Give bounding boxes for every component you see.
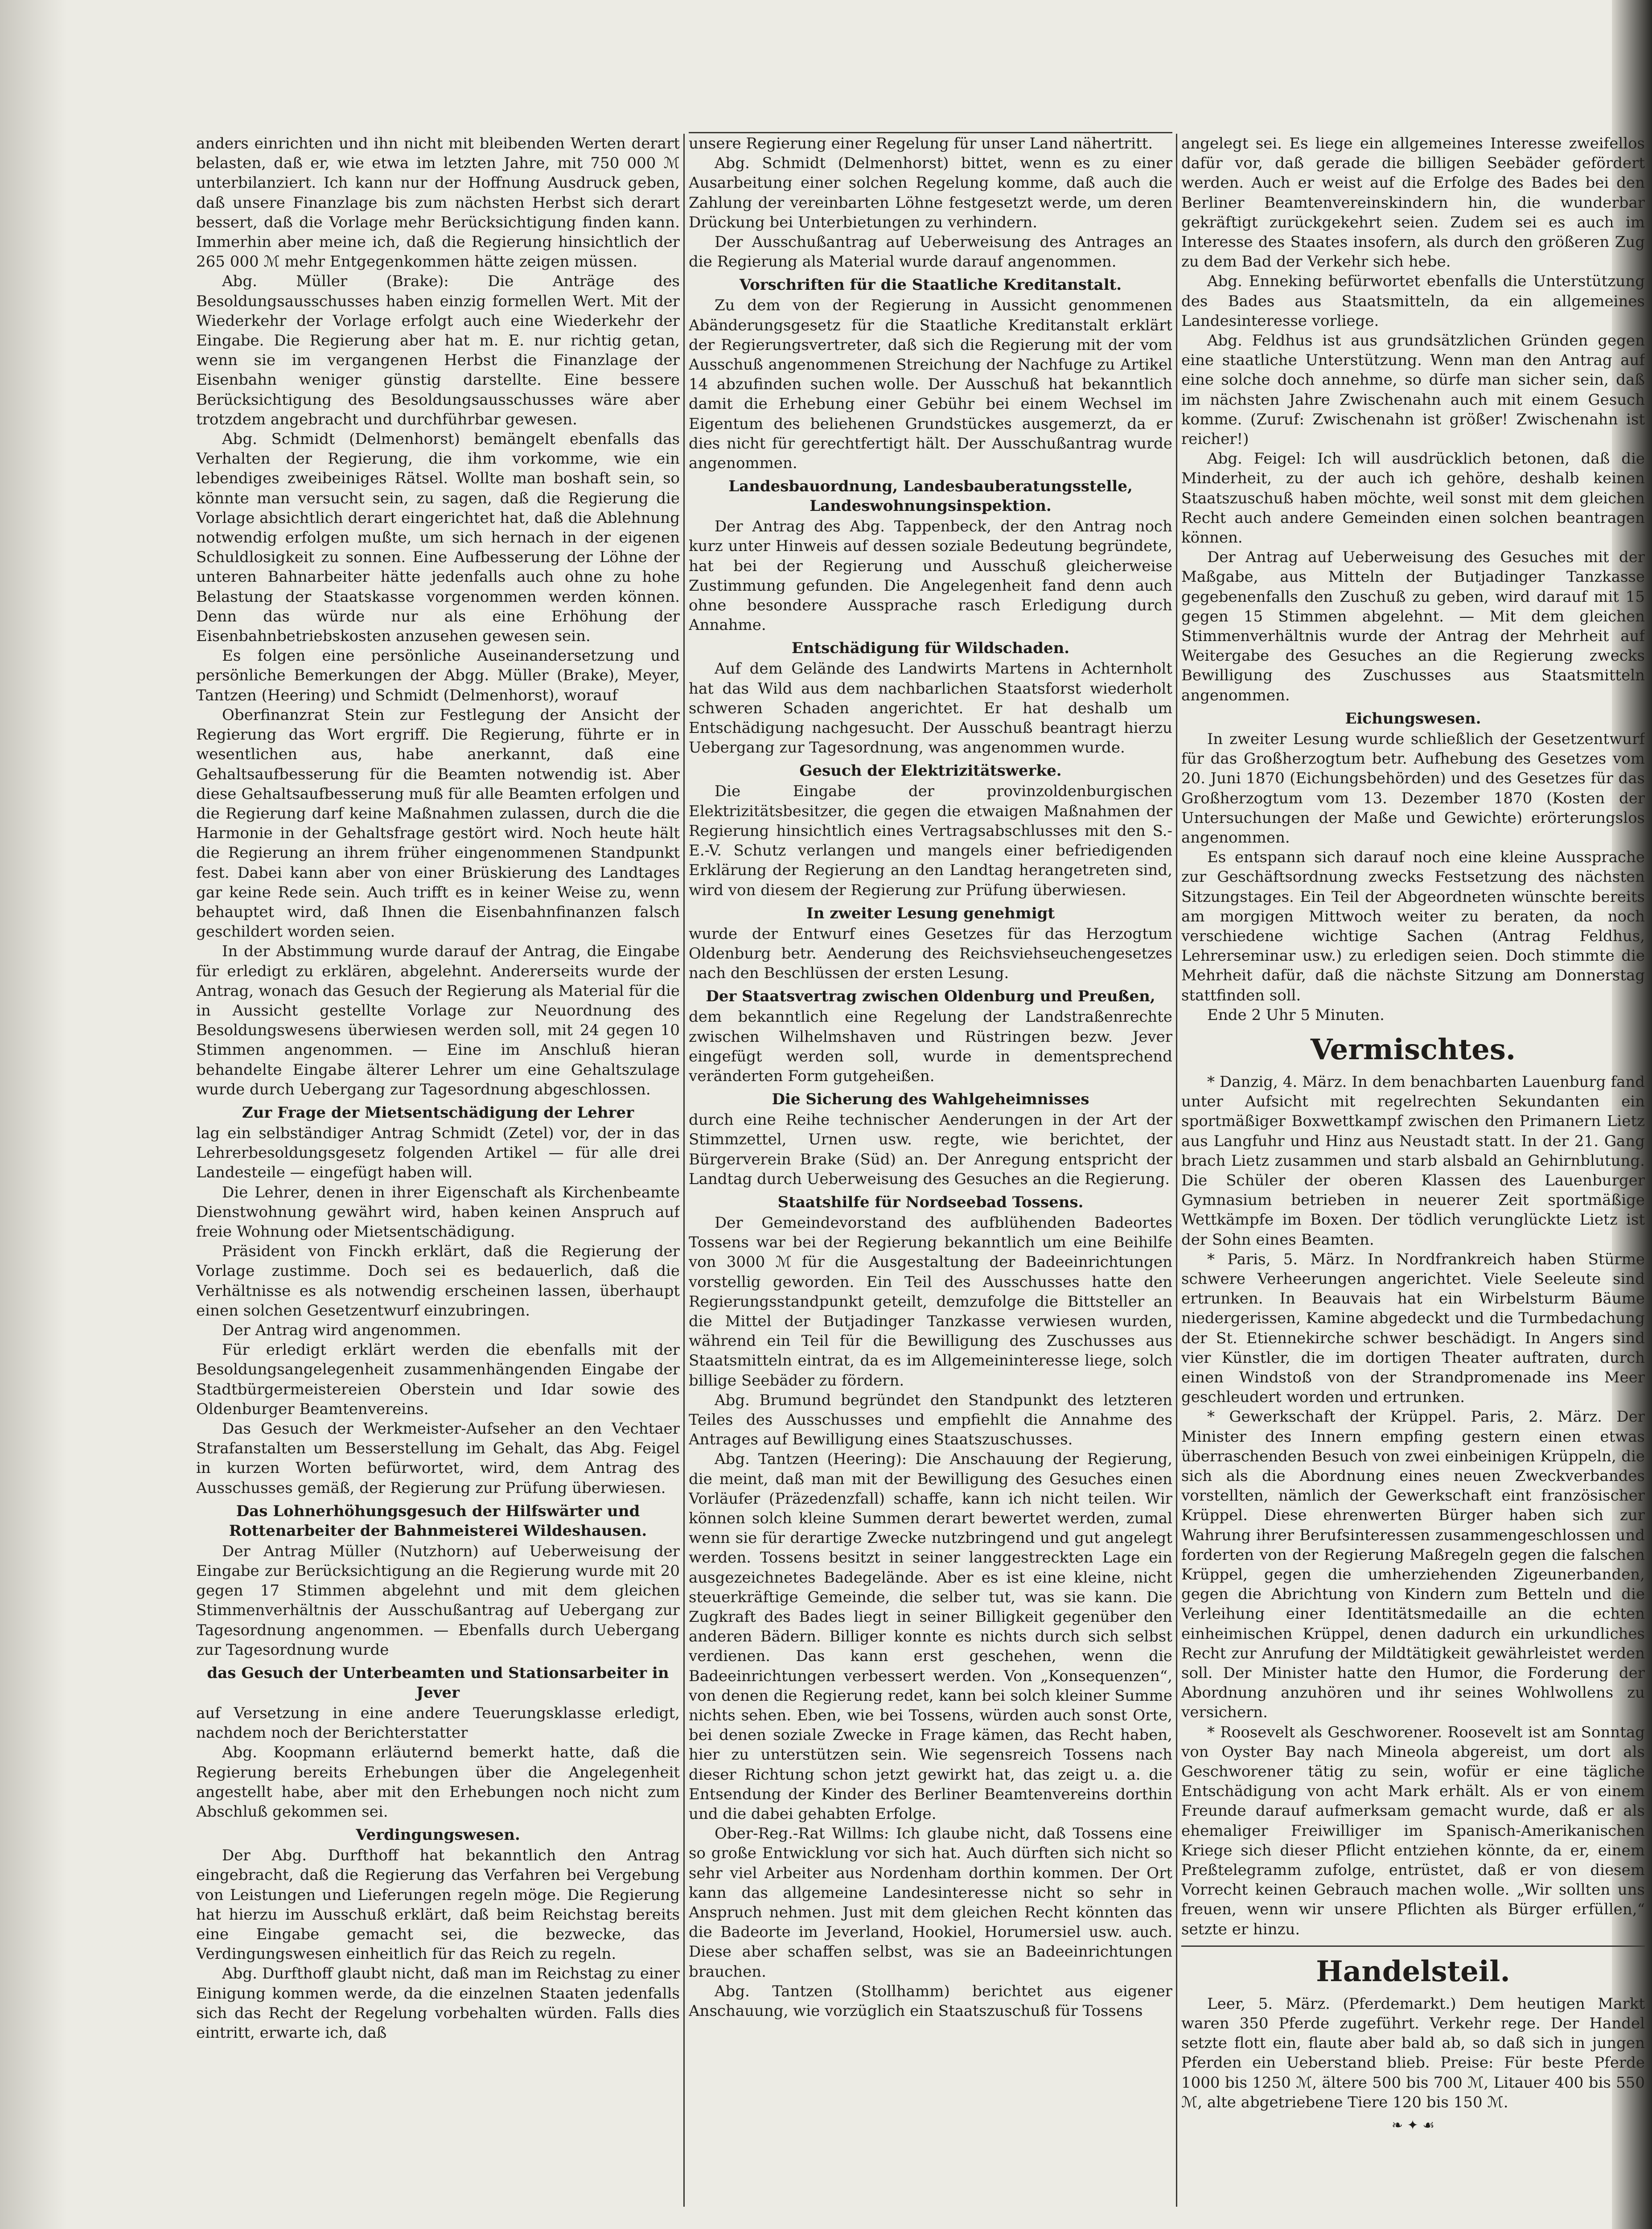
paragraph: Für erledigt erklärt werden die ebenfalls mit der Besoldungsangelegenheit zusammenhängenden Eingabe der Stadtbürgermeistereien Oberstein und Idar sowie des Oldenburger Beamtenvereins. [196,1341,680,1418]
paragraph: Zu dem von der Regierung in Aussicht genommenen Abänderungsgesetz für die Staatliche Kreditanstalt erklärt der Regierungsvertreter, daß sich die Regierung mit der vom Ausschuß angenommenen Streichung der Nachfuge zu Artikel 14 abzufinden suchen wolle. Der Ausschuß hat bekanntlich damit die Erhebung einer Gebühr bei einem Wechsel im Eigentum des beliehenen Grundstückes ausgemerzt, da er dies nicht für gerechtfertigt hält. Der Ausschußantrag wurde angenommen. [689,296,1172,473]
paragraph: Abg. Feigel: Ich will ausdrücklich betonen, daß die Minderheit, zu der auch ich gehöre, deshalb keinen Staatszuschuß haben möchte, weil sonst mit dem gleichen Recht auch andere Gemeinden einen solchen beantragen können. [1181,450,1645,547]
paragraph: Der Ausschußantrag auf Ueberweisung des Antrages an die Regierung als Material wurde darauf angenommen. [689,233,1172,271]
news-item: Leer, 5. März. (Pferdemarkt.) Dem heutigen Markt waren 350 Pferde zugeführt. Verkehr rege. Der Handel setzte flott ein, flaute aber bald ab, so daß sich in jungen Pferden ein Ueberstand blieb. Preise: Für beste Pferde 1000 bis 1250 ℳ, ältere 500 bis 700 ℳ, Litauer 400 bis 550 ℳ, alte abgetriebene Tiere 120 bis 150 ℳ. [1181,1995,1645,2111]
subheading: In zweiter Lesung genehmigt [806,904,1055,922]
paragraph: Abg. Müller (Brake): Die Anträge des Besoldungsausschusses haben einzig formellen Wert. Mit der Wiederkehr der Vorlage erfolgt auch eine Wiederkehr der Eingabe. Die Regierung aber hat m. E. nur richtig getan, wenn sie im vergangenen Herbst die Finanzlage der Eisenbahn weniger günstig darstellte. Eine bessere Berücksichtigung des Besoldungsausschusses wäre aber trotzdem angebracht und durchführbar gewesen. [196,272,680,428]
paragraph: Abg. Tantzen (Heering): Die Anschauung der Regierung, die meint, daß man mit der Bewilligung des Gesuches einen Vorläufer (Präzedenzfall) schaffe, kann ich nicht teilen. Wir können solch kleine Summen derart bewertet werden, zumal wenn sie für derartige Zwecke nutzbringend und gut angelegt werden. Tossens besitzt in seiner langgestreckten Lage ein ausgezeichnetes Badegelände. Aber es ist eine kleine, nicht steuerkräftige Gemeinde, die selber tut, was sie kann. Die Zugkraft des Bades liegt in seiner Billigkeit gegenüber den anderen Bädern. Billiger konnte es nichts durch sich selbst verdienen. Das kann erst geschehen, wenn die Badeeinrichtungen verbessert werden. Von „Konsequenzen“, von denen die Regierung redet, kann bei solch kleiner Summe nichts sehen. Eben, wie bei Tossens, würden auch sonst Orte, bei denen soziale Zwecke in Frage kämen, das Recht haben, hier zu unterstützen sein. Wie segensreich Tossens nach dieser Richtung schon jetzt gewirkt hat, das zeigt u. a. die Entsendung der Kinder des Berliner Beamtenvereins dorthin und die dabei gehabten Erfolge. [689,1450,1172,1823]
section-heading-vermischtes: Vermischtes. [1310,1032,1516,1066]
paragraph: Abg. Durfthoff glaubt nicht, daß man im Reichstag zu einer Einigung kommen werde, da die einzelnen Staaten jedenfalls sich das Recht der Regelung vorbehalten würden. Falls dies eintritt, erwarte ich, daß [196,1965,680,2042]
news-item: * Roosevelt als Geschworener. Roosevelt ist am Sonntag von Oyster Bay nach Mineola abgereist, um dort als Geschworener tätig zu sein, wofür er eine tägliche Entschädigung von acht Mark erhält. Als er von einem Freunde darauf aufmerksam gemacht wurde, daß er als ehemaliger Freiwilliger im Spanisch-Amerikanischen Kriege sich dieser Pflicht entziehen könnte, da er, einem Preßtelegramm zufolge, entrüstet, daß er von diesem Vorrecht keinen Gebrauch machen wolle. „Wir sollten uns freuen, wenn wir unsere Pflichten als Bürger erfüllen,“ setzte er hinzu. [1181,1723,1645,1938]
paragraph: angelegt sei. Es liege ein allgemeines Interesse zweifellos dafür vor, daß gerade die billigen Seebäder gefördert werden. Auch er weist auf die Erfolge des Bades bei den Berliner Beamtenvereinskindern hin, die wunderbar gekräftigt zurückgekehrt seien. Zudem sei es auch im Interesse des Staates insofern, als durch den größeren Zug zu dem Bad der Verkehr sich hebe. [1181,135,1645,271]
paragraph: auf Versetzung in eine andere Teuerungsklasse erledigt, nachdem noch der Berichterstatter [196,1704,680,1742]
paragraph: wurde der Entwurf eines Gesetzes für das Herzogtum Oldenburg betr. Aenderung des Reichsviehseuchengesetzes nach den Beschlüssen der ersten Lesung. [689,925,1172,983]
paragraph: Es folgen eine persönliche Auseinandersetzung und persönliche Bemerkungen der Abgg. Müller (Brake), Meyer, Tantzen (Heering) und Schmidt (Delmenhorst), worauf [196,647,680,704]
paragraph: Es entspann sich darauf noch eine kleine Aussprache zur Geschäftsordnung zwecks Festsetzung des nächsten Sitzungstages. Ein Teil der Abgeordneten wünschte bereits am morgigen Mittwoch weiter zu beraten, da noch verschiedene wichtige Sachen (Antrag Feldhus, Lehrerseminar usw.) zu erledigen seien. Doch stimmte die Mehrheit dafür, daß die nächste Sitzung am Donnerstag stattfinden soll. [1181,848,1645,1004]
paragraph: Das Gesuch der Werkmeister-Aufseher an den Vechtaer Strafanstalten um Besserstellung im Gehalt, das Abg. Feigel in kurzen Worten befürwortet, wird, dem Antrag des Ausschusses gemäß, der Regierung zur Prüfung überwiesen. [196,1420,680,1497]
column-divider-2 [1176,134,1177,2207]
paragraph: Präsident von Finckh erklärt, daß die Regierung der Vorlage zustimme. Doch sei es bedauerlich, daß die Verhältnisse es als notwendig erscheinen lassen, überhaupt einen solchen Gesetzentwurf einzubringen. [196,1242,680,1320]
paragraph: Abg. Feldhus ist aus grundsätzlichen Gründen gegen eine staatliche Unterstützung. Wenn man den Antrag auf eine solche doch annehme, so dürfe man sicher sein, daß im nächsten Jahre Zwischenahn auch mit einem Gesuch komme. (Zuruf: Zwischenahn ist größer! Zwischenahn ist reicher!) [1181,332,1645,448]
paragraph: Ober-Reg.-Rat Willms: Ich glaube nicht, daß Tossens eine so große Entwicklung vor sich hat. Auch dürften sich nicht so sehr viel Arbeiter aus Nordenham dorthin kommen. Der Ort kann das allgemeine Landesinteresse nicht so sehr in Anspruch nehmen. Just mit dem gleichen Recht könnten das die Badeorte im Jeverland, Hookiel, Horumersiel usw. auch. Diese aber schaffen selbst, was sie an Badeeinrichtungen brauchen. [689,1825,1172,1981]
paragraph: Der Abg. Durfthoff hat bekanntlich den Antrag eingebracht, daß die Regierung das Verfahren bei Vergebung von Leistungen und Lieferungen regeln möge. Die Regierung hat hierzu im Ausschuß erklärt, daß beim Reichstag bereits eine Eingabe gemacht sei, die bezwecke, das Verdingungswesen einheitlich für das Reich zu regeln. [196,1847,680,1963]
column-top-rule [689,132,1172,133]
paragraph: In der Abstimmung wurde darauf der Antrag, die Eingabe für erledigt zu erklären, abgelehnt. Andererseits wurde der Antrag, wonach das Gesuch der Regierung als Material für die in Aussicht gestellte Vorlage zur Neuordnung des Besoldungswesens überwiesen werden soll, mit 24 gegen 10 Stimmen angenommen. — Eine im Anschluß hieran behandelte Eingabe älterer Lehrer um eine Gehaltszulage wurde durch Uebergang zur Tagesordnung abgeschlossen. [196,942,680,1098]
column-1 [196,134,680,2229]
news-item: * Paris, 5. März. In Nordfrankreich haben Stürme schwere Verheerungen angerichtet. Viele Seeleute sind ertrunken. In Beauvais hat ein Wirbelsturm Bäume niedergerissen, Kamine abgedeckt und die Turmbedachung der St. Etiennekirche schwer beschädigt. In Angers sind vier Künstler, die im dortigen Theater auftraten, durch einen Windstoß von der Strandpromenade ins Meer geschleudert worden und ertrunken. [1181,1250,1645,1406]
paragraph: Der Antrag des Abg. Tappenbeck, der den Antrag noch kurz unter Hinweis auf dessen soziale Bedeutung begründete, hat bei der Regierung und Ausschuß gleicherweise Zustimmung gefunden. Die Angelegenheit fand denn auch ohne besondere Aussprache rasch Erledigung durch Annahme. [689,518,1172,634]
paragraph: Der Gemeindevorstand des aufblühenden Badeortes Tossens war bei der Regierung bekanntlich um eine Beihilfe von 3000 ℳ für die Ausgestaltung der Badeeinrichtungen vorstellig geworden. Ein Teil des Ausschusses hatte den Regierungsstandpunkt geteilt, demzufolge die Bittsteller an die Mittel der Butjadinger Tanzkasse verwiesen wurden, während ein Teil für die Bewilligung des Zuschusses aus Staatsmitteln eintrat, da es im Allgemeininteresse liege, solch billige Seebäder zu fördern. [689,1213,1172,1390]
paragraph: durch eine Reihe technischer Aenderungen in der Art der Stimmzettel, Urnen usw. regte, wie berichtet, der Bürgerverein Brake (Süd) an. Der Anregung entspricht der Landtag durch Ueberweisung des Gesuches an die Regierung. [689,1111,1172,1188]
subheading: Zur Frage der Mietsentschädigung der Lehrer [242,1103,634,1122]
paragraph: Die Eingabe der provinzoldenburgischen Elektrizitätsbesitzer, die gegen die etwaigen Maßnahmen der Regierung hinsichtlich eines Vertragsabschlusses mit den S.-E.-V. Schutz verlangen und mangels einer befriedigenden Erklärung der Regierung an den Landtag herangetreten sind, wird von diesem der Regierung zur Prüfung überwiesen. [689,782,1172,899]
paragraph: Abg. Schmidt (Delmenhorst) bemängelt ebenfalls das Verhalten der Regierung, die ihm vorkomme, wie ein lebendiges zweibeiniges Rätsel. Wollte man boshaft sein, so könnte man versucht sein, zu sagen, daß die Regierung die Vorlage absichtlich derart eingerichtet hat, daß die Ablehnung notwendig erfolgen mußte, um sich hernach in der eigenen Schuldlosigkeit zu sonnen. Eine Aufbesserung der Löhne der unteren Bahnarbeiter hätte jedenfalls auch ohne zu hohe Belastung der Staatskasse vorgenommen werden können. Denn das würde nur als eine Erhöhung der Eisenbahnbetriebskosten anzusehen gewesen sein. [196,430,680,646]
subheading: Verdingungswesen. [356,1826,520,1844]
subheading: Das Lohnerhöhungsgesuch der Hilfswärter und Rottenarbeiter der Bahnmeisterei Wildeshausen. [229,1502,647,1540]
column-divider-1 [683,134,685,2207]
paragraph: Abg. Schmidt (Delmenhorst) bittet, wenn es zu einer Ausarbeitung einer solchen Regelung komme, daß auch die Zahlung der vereinbarten Löhne festgesetzt werde, um deren Drückung bei Unterbietungen zu verhindern. [689,154,1172,231]
paragraph: Der Antrag auf Ueberweisung des Gesuches mit der Maßgabe, aus Mitteln der Butjadinger Tanzkasse gegebenenfalls den Zuschuß zu geben, wird darauf mit 15 gegen 15 Stimmen abgelehnt. — Mit dem gleichen Stimmenverhältnis wurde der Antrag der Mehrheit auf Weitergabe des Gesuches an die Regierung zwecks Bewilligung des Zuschusses aus Staatsmitteln angenommen. [1181,548,1645,704]
subheading: Staatshilfe für Nordseebad Tossens. [777,1193,1084,1211]
paragraph: Die Lehrer, denen in ihrer Eigenschaft als Kirchenbeamte Dienstwohnung gewährt wird, haben keinen Anspruch auf freie Wohnung oder Mietsentschädigung. [196,1183,680,1241]
page-left-edge [0,0,67,2229]
column-2 [689,134,1172,2229]
subheading: das Gesuch der Unterbeamten und Stationsarbeiter in Jever [207,1664,669,1702]
section-rule [1181,1945,1645,1947]
subheading: Eichungswesen. [1345,709,1481,728]
paragraph: Der Antrag Müller (Nutzhorn) auf Ueberweisung der Eingabe zur Berücksichtigung an die Regierung wurde mit 20 gegen 17 Stimmen abgelehnt und mit dem gleichen Stimmenverhältnis der Ausschußantrag auf Uebergang zur Tagesordnung angenommen. — Ebenfalls durch Uebergang zur Tagesordnung wurde [196,1542,680,1659]
news-item: * Danzig, 4. März. In dem benachbarten Lauenburg fand unter Aufsicht mit regelrechten Sekundanten ein sportmäßiger Boxwettkampf zwischen den Primanern Lietz aus Langfuhr und Hinz aus Neustadt statt. In der 21. Gang brach Lietz zusammen und starb alsbald an Gehirnblutung. Die Schüler der oberen Klassen des Lauenburger Gymnasium betrieben in neuerer Zeit sportmäßige Wettkämpfe im Boxen. Der tödlich verunglückte Lietz ist der Sohn eines Beamten. [1181,1073,1645,1249]
end-ornament: ❧ ✦ ☙ [1391,2118,1435,2134]
paragraph: Abg. Enneking befürwortet ebenfalls die Unterstützung des Bades aus Staatsmitteln, da ein allgemeines Landesinteresse vorliege. [1181,272,1645,330]
paragraph: Oberfinanzrat Stein zur Festlegung der Ansicht der Regierung das Wort ergriff. Die Regierung, führte er in wesentlichen aus, habe anerkannt, daß eine Gehaltsaufbesserung für die Beamten notwendig ist. Aber diese Gehaltsaufbesserung muß für alle Beamten erfolgen und die Regierung darf keine Maßnahmen zulassen, durch die die Harmonie in der Gehaltsfrage gestört wird. Noch heute hält die Regierung an ihrem früher eingenommenen Standpunkt fest. Dabei kann aber von einer Brüskierung des Landtages gar keine Rede sein. Auch trifft es in keiner Weise zu, wenn behauptet wird, daß Ihnen die Eisenbahnfinanzen falsch geschildert worden seien. [196,706,680,941]
section-heading-handelsteil: Handelsteil. [1316,1954,1510,1988]
paragraph: Auf dem Gelände des Landwirts Martens in Achternholt hat das Wild aus dem nachbarlichen Staatsforst wiederholt schweren Schaden angerichtet. Er hat deshalb um Entschädigung nachgesucht. Der Ausschuß beantragt hierzu Uebergang zur Tagesordnung, was angenommen wurde. [689,660,1172,757]
subheading: Entschädigung für Wildschaden. [791,639,1070,658]
paragraph: Abg. Tantzen (Stollhamm) berichtet aus eigener Anschauung, wie vorzüglich ein Staatszuschuß für Tossens [689,1982,1172,2020]
subheading: Landesbauordnung, Landesbauberatungsstelle, Landeswohnungsinspektion. [728,477,1133,515]
paragraph: Abg. Koopmann erläuternd bemerkt hatte, daß die Regierung bereits Erhebungen über die Angelegenheit angestellt habe, aber mit den Erhebungen noch nicht zum Abschluß gekommen sei. [196,1744,680,1821]
paragraph: unsere Regierung einer Regelung für unser Land nähertritt. [689,135,1153,152]
subheading: Die Sicherung des Wahlgeheimnisses [772,1090,1089,1109]
paragraph: In zweiter Lesung wurde schließlich der Gesetzentwurf für das Großherzogtum betr. Aufhebung des Gesetzes vom 20. Juni 1870 (Eichungsbehörden) und des Gesetzes für das Großherzogtum vom 13. Dezember 1870 (Kosten der Untersuchungen der Maße und Gewichte) erörterungslos angenommen. [1181,730,1645,847]
subheading: Vorschriften für die Staatliche Kreditanstalt. [739,276,1122,294]
column-3 [1181,134,1645,2229]
news-item: * Gewerkschaft der Krüppel. Paris, 2. März. Der Minister des Innern empfing gestern einen etwas überraschenden Besuch von zwei einbeinigen Krüppeln, die sich als die Abordnung eines neuen Zweckverbandes vorstellten, nämlich der Gewerkschaft eint französischer Krüppel. Diese ehrenwerten Bürger haben sich zur Wahrung ihrer Berufsinteressen zusammengeschlossen und forderten von der Regierung Maßregeln gegen die falschen Krüppel, gegen die umherziehenden Zigeunerbanden, gegen die Abrichtung von Kindern zum Betteln und die Verleihung einer Identitätsmedaille an die echten einheimischen Krüppel, denen dadurch ein urkundliches Recht zur Anrufung der Mildtätigkeit gewährleistet werden soll. Der Minister hatte den Humor, die Forderung der Abordnung anzuhören und ihr seines Wohlwollens zu versichern. [1181,1408,1645,1722]
paragraph: anders einrichten und ihn nicht mit bleibenden Werten derart belasten, daß er, wie etwa im letzten Jahre, mit 750 000 ℳ unterbilanziert. Ich kann nur der Hoffnung Ausdruck geben, daß unsere Finanzlage bis zum nächsten Herbst sich derart bessert, daß die Vorlage mehr Berücksichtigung finden kann. Immerhin aber meine ich, daß die Regierung hinsichtlich der 265 000 ℳ mehr Entgegenkommen hätte zeigen müssen. [196,135,680,271]
subheading: Gesuch der Elektrizitätswerke. [799,762,1062,780]
paragraph: lag ein selbständiger Antrag Schmidt (Zetel) vor, der in das Lehrerbesoldungsgesetz folgenden Artikel — für alle drei Landesteile — eingefügt haben will. [196,1124,680,1182]
paragraph: dem bekanntlich eine Regelung der Landstraßenrechte zwischen Wilhelmshaven und Rüstringen bezw. Jever eingefügt werden soll, wurde in dementsprechend veränderten Form gutgeheißen. [689,1008,1172,1085]
paragraph: Der Antrag wird angenommen. [222,1321,461,1339]
paragraph: Ende 2 Uhr 5 Minuten. [1207,1006,1385,1024]
paragraph: Abg. Brumund begründet den Standpunkt des letzteren Teiles des Ausschusses und empfiehlt die Annahme des Antrages auf Bewilligung eines Staatszuschusses. [689,1391,1172,1449]
subheading: Der Staatsvertrag zwischen Oldenburg und Preußen, [706,987,1155,1006]
